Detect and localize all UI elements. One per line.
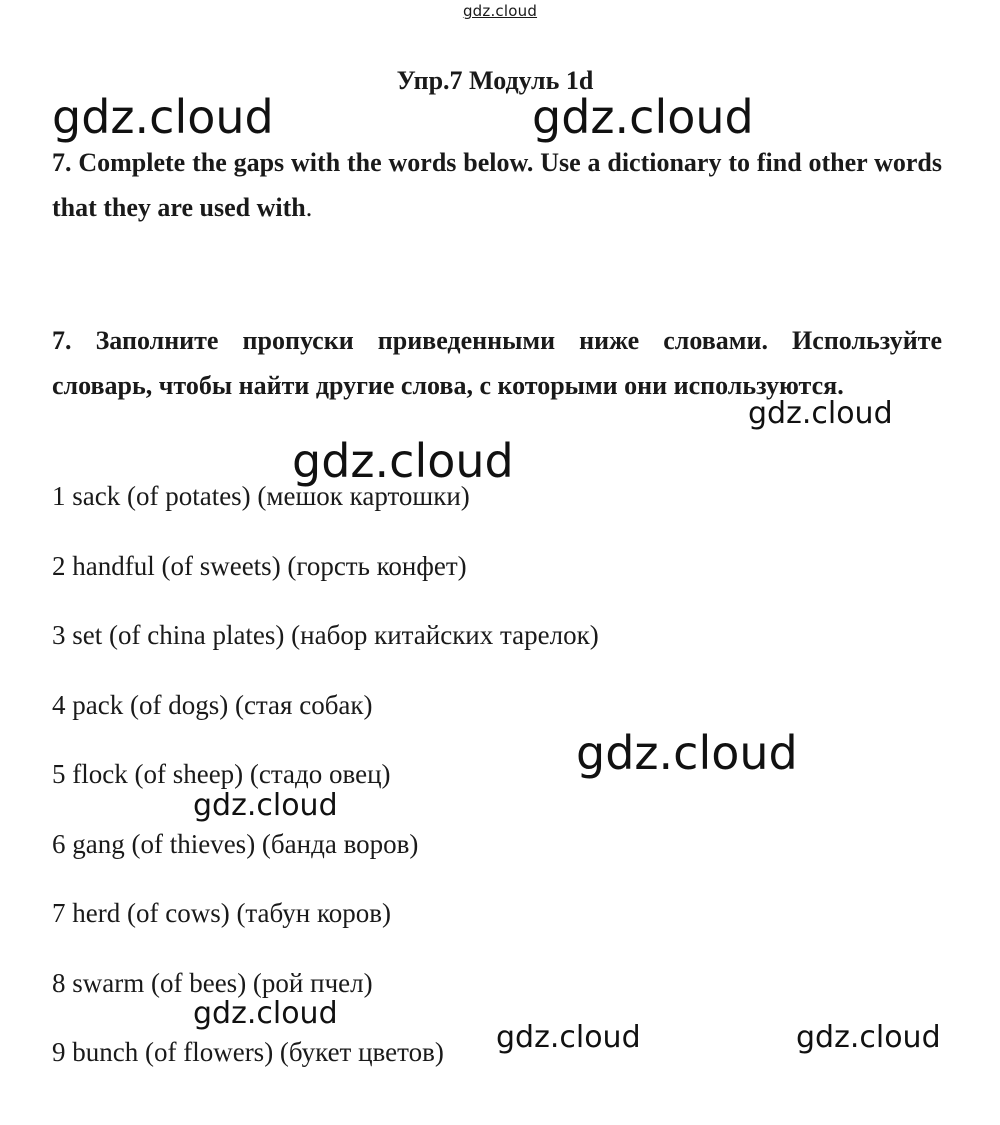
watermark: gdz.cloud xyxy=(748,396,893,431)
answer-item-3: 3 set (of china plates) (набор китайских тарелок) xyxy=(52,620,599,650)
watermark: gdz.cloud xyxy=(532,90,754,144)
answer-item-7: 7 herd (of cows) (табун коров) xyxy=(52,898,391,928)
answer-item-6: 6 gang (of thieves) (банда воров) xyxy=(52,828,419,859)
answer-item-2: 2 handful (of sweets) (горсть конфет) xyxy=(52,550,467,581)
answer-item-4: 4 pack (of dogs) (стая собак) xyxy=(52,689,373,720)
page-title: Упр.7 Модуль 1d xyxy=(396,66,594,95)
watermark: gdz.cloud xyxy=(292,434,514,488)
task-text-english-period: . xyxy=(305,193,313,222)
header-watermark: gdz.cloud xyxy=(462,2,538,20)
answer-item-8: 8 swarm (of bees) (рой пчел) xyxy=(52,967,373,998)
task-text-english-body: 7. Complete the gaps with the words below. Use a dictionary to find other words that they are used with xyxy=(52,148,942,222)
answer-item-9: 9 bunch (of flowers) (букет цветов) xyxy=(52,1037,444,1067)
watermark: gdz.cloud xyxy=(193,996,338,1031)
watermark: gdz.cloud xyxy=(576,726,798,780)
task-text-english xyxy=(52,140,942,230)
watermark: gdz.cloud xyxy=(496,1020,641,1055)
answer-item-1: 1 sack (of potates) (мешок картошки) xyxy=(52,481,470,511)
task-text-russian: 7. Заполните пропуски приведенными ниже словами. Используйте словарь, чтобы найти другие слова, с которыми они используются. xyxy=(52,326,942,400)
answer-item-5: 5 flock (of sheep) (стадо овец) xyxy=(52,759,391,789)
watermark: gdz.cloud xyxy=(52,90,274,144)
watermark: gdz.cloud xyxy=(796,1020,941,1055)
watermark: gdz.cloud xyxy=(193,788,338,823)
